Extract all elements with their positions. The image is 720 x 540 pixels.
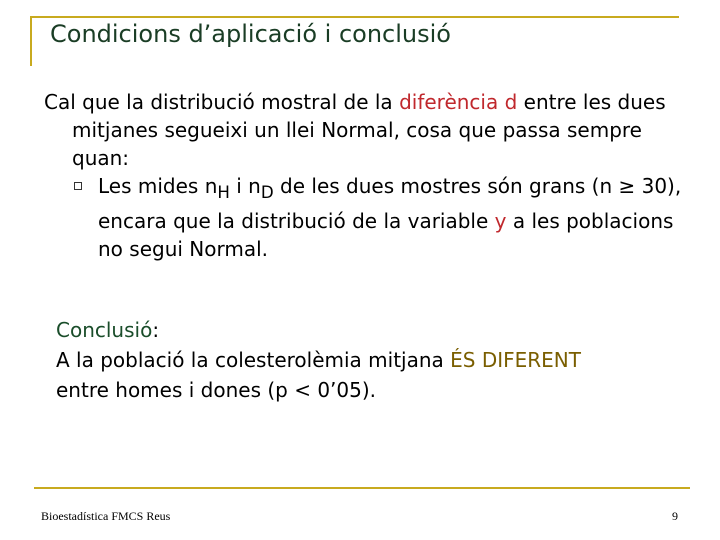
conclusion-label: Conclusió [56,318,153,342]
intro-text-start: Cal que la distribució mostral de la [44,90,400,114]
bullet-text-3: de les dues mostres són grans (n ≥ 30), encara que la distribució de la variable [98,174,682,233]
intro-text-end: entre les dues mitjanes segueixi un llei Normal, cosa que passa sempre quan: [72,90,666,170]
bullet-text-4: a les poblacions no segui Normal. [98,209,674,261]
list-item [44,172,684,263]
conclusion-heading [56,315,676,345]
bullet-text-2: i n [229,174,261,198]
conclusion-line [56,345,676,375]
intro-paragraph [44,88,684,172]
conclusion-block [56,315,676,405]
footer-course: Bioestadística FMCS Reus [41,509,171,523]
subscript-d: D [260,183,274,202]
slide-body [44,88,684,263]
difference-highlight: diferència d [399,90,518,114]
bullet-text-1: Les mides n [98,174,218,198]
result-highlight: ÉS DIFERENT [450,348,581,372]
square-bullet-icon [74,182,82,190]
subscript-h: H [217,183,230,202]
conclusion-line-2: entre homes i dones (p < 0’05). [56,378,377,402]
slide-title: Condicions d’aplicació i conclusió [50,20,451,48]
variable-y-highlight: y [494,209,507,233]
page-number: 9 [672,509,678,523]
footer-divider [34,487,690,489]
conclusion-text: A la població la colesterolèmia mitjana [56,348,451,372]
conclusion-colon: : [152,318,160,342]
